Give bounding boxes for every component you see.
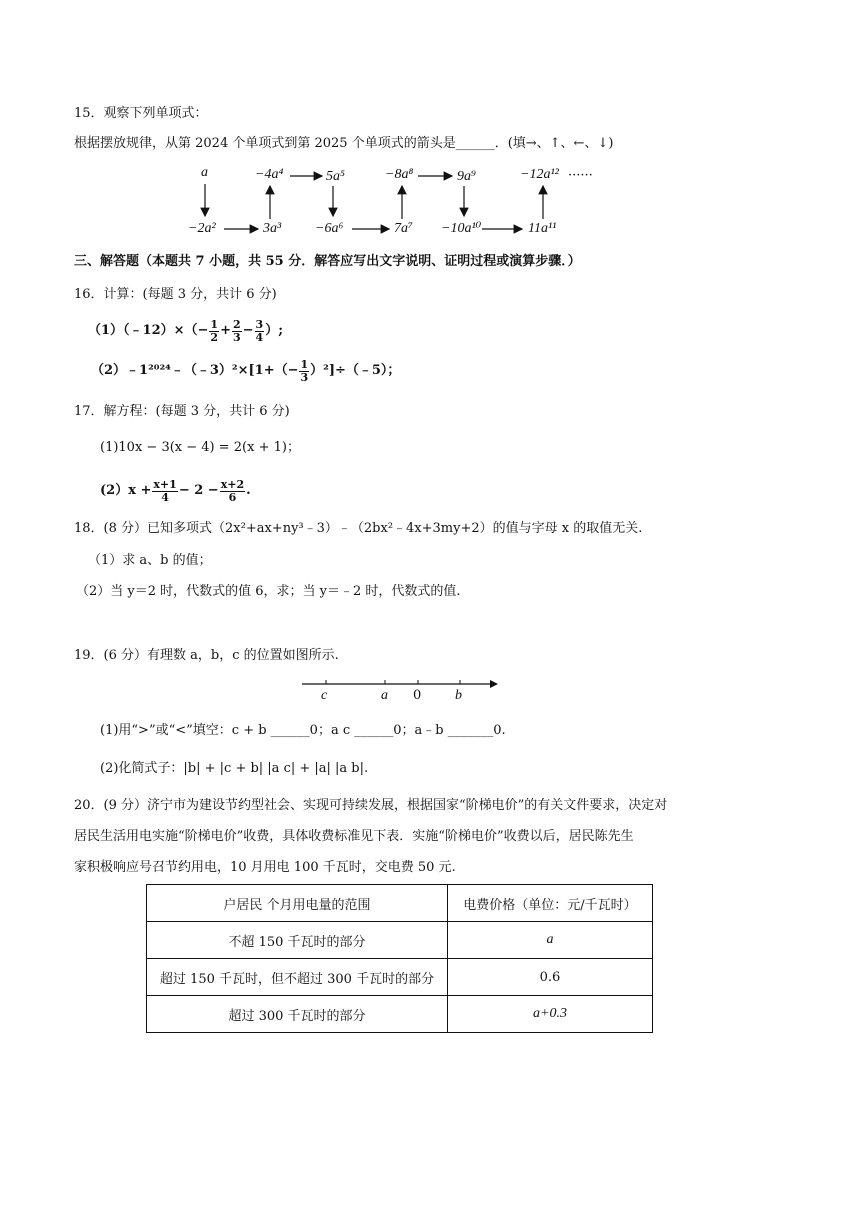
q20-line1: 20．(9 分）济宁市为建设节约型社会、实现可持续发展，根据国家“阶梯电价”的有关文件要求，决定对 (74, 798, 668, 813)
term-4: −4a⁴ (255, 167, 284, 182)
fraction-2-3: $\frac{2}{3}$ (232, 317, 241, 344)
q17-part2 (100, 476, 251, 506)
q16-part1 (88, 316, 283, 346)
q16-p1-op2: − (242, 323, 254, 339)
q16-part2 (91, 356, 400, 386)
label-a: a (381, 688, 388, 703)
table-cell: 0.6 (448, 959, 653, 996)
q17-p2-mid: − 2 − (178, 483, 219, 499)
q18-title: 18．(8 分）已知多项式（2x²+ax+ny³﹣3）﹣（2bx²﹣4x+3my+2）的值与字母 x 的取值无关. (74, 521, 643, 536)
label-c: c (321, 688, 328, 703)
q17-part1: (1)10x − 3(x − 4) = 2(x + 1)； (100, 440, 300, 455)
q16-p1-prefix: （1）（﹣12）×（− (88, 323, 209, 339)
table-cell: 超过 300 千瓦时的部分 (147, 996, 448, 1033)
arrows-svg (0, 0, 867, 260)
section-3-title: 三、解答题（本题共 7 小题，共 55 分．解答应写出文字说明、证明过程或演算步骤．） (74, 254, 581, 269)
table-cell: a (448, 922, 653, 959)
fraction-3-4: $\frac{3}{4}$ (255, 317, 264, 344)
fraction-1-2: $\frac{1}{2}$ (210, 317, 219, 344)
term-8: −8a⁸ (385, 167, 414, 182)
q17-p2-suffix: . (246, 483, 251, 499)
table-row (147, 922, 653, 959)
term-12: −12a¹² (520, 167, 559, 182)
q16-p2-prefix: （2）﹣1²⁰²⁴﹣（﹣3）²×[1+（− (91, 363, 299, 379)
fraction-x1-4: $\frac{x+1}{4}$ (153, 477, 177, 504)
term-9: 9a⁹ (457, 169, 476, 184)
label-b: b (455, 688, 462, 703)
term-1: a (201, 165, 208, 180)
q18-part1: （1）求 a、b 的值； (88, 553, 212, 568)
q20-line3: 家积极响应号召节约用电，10 月用电 100 千瓦时，交电费 50 元. (74, 860, 456, 875)
term-10: −10a¹⁰ (441, 221, 482, 236)
table-row (147, 996, 653, 1033)
fraction-1-3: $\frac{1}{3}$ (300, 357, 309, 384)
q16-p1-suffix: ）; (265, 323, 284, 339)
term-11: 11a¹¹ (528, 221, 557, 236)
table-header-row (147, 885, 653, 922)
q17-title: 17．解方程：(每题 3 分，共计 6 分) (74, 404, 290, 419)
q20-line2: 居民生活用电实施“阶梯电价”收费，具体收费标准见下表．实施“阶梯电价”收费以后，居民陈先生 (74, 829, 634, 844)
q15-title: 15．观察下列单项式： (74, 106, 208, 121)
term-2: −2a² (188, 221, 216, 236)
q16-p1-op1: + (220, 323, 231, 339)
price-table (146, 884, 653, 1033)
table-cell: 不超 150 千瓦时的部分 (147, 922, 448, 959)
fraction-x2-6: $\frac{x+2}{6}$ (220, 477, 245, 504)
term-5: 5a⁵ (326, 169, 345, 184)
q17-p2-prefix: (2）x + (100, 483, 152, 499)
number-line-svg (300, 676, 505, 696)
label-zero: 0 (413, 688, 422, 703)
q16-p2-suffix: ）²]÷（﹣5）； (310, 363, 401, 379)
table-cell: 超过 150 千瓦时，但不超过 300 千瓦时的部分 (147, 959, 448, 996)
q16-title: 16．计算：(每题 3 分，共计 6 分) (74, 287, 277, 302)
q19-part1: (1)用“>”或“<”填空：c + b ______0；a c ______0；a﹣b _______0. (100, 723, 506, 738)
term-3: 3a³ (263, 221, 282, 236)
q19-title: 19．(6 分）有理数 a，b，c 的位置如图所示. (74, 648, 339, 663)
ellipsis: ······ (568, 168, 593, 183)
q15-text: 根据摆放规律，从第 2024 个单项式到第 2025 个单项式的箭头是______．(填→、↑、←、↓) (74, 136, 614, 151)
table-header-cell: 户居民 个月用电量的范围 (147, 885, 448, 922)
term-6: −6a⁶ (315, 221, 344, 236)
term-7: 7a⁷ (394, 221, 413, 236)
q18-part2: （2）当 y＝2 时，代数式的值 6，求；当 y＝﹣2 时，代数式的值. (76, 584, 461, 599)
table-cell: a+0.3 (448, 996, 653, 1033)
table-header-cell: 电费价格（单位：元/千瓦时） (448, 885, 653, 922)
table-row (147, 959, 653, 996)
q19-part2: (2)化简式子：|b| + |c + b| |a c| + |a| |a b|. (100, 761, 369, 776)
